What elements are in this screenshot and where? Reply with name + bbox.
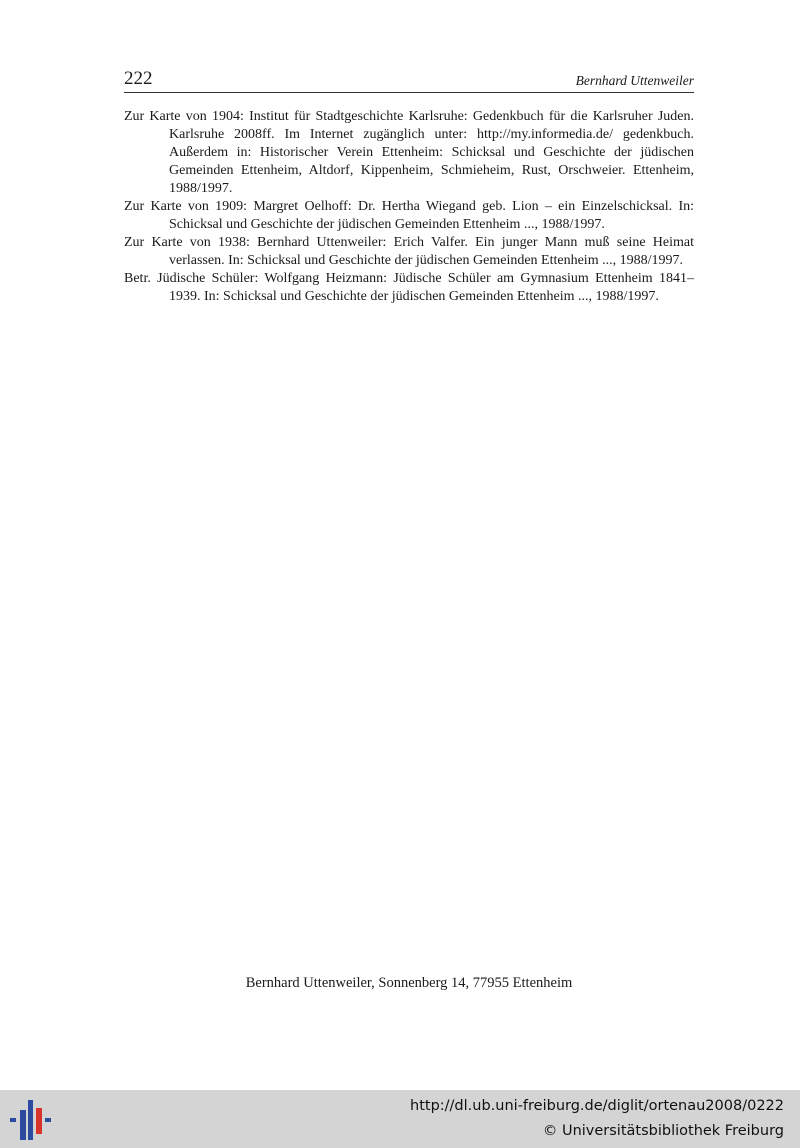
reference-entry: Betr. Jüdische Schüler: Wolfgang Heizmann: Jüdische Schüler am Gymnasium Ettenheim 1841–1939. In: Schicksal und Geschichte der jüdischen Gemeinden Ettenheim ..., 1988/1997. [124,271,694,304]
footer-permalink[interactable]: http://dl.ub.uni-freiburg.de/diglit/ortenau2008/0222 [410,1098,784,1114]
footer-bar [0,1090,800,1148]
ub-freiburg-logo-icon [8,1098,52,1142]
reference-entry: Zur Karte von 1904: Institut für Stadtgeschichte Karlsruhe: Gedenkbuch für die Karlsruher Juden. Karlsruhe 2008ff. Im Internet zugänglich unter: http://my.informedia.de/ gedenkbuch. Außerdem in: Historischer Verein Ettenheim: Schicksal und Geschichte der jüdischen Gemeinden Ettenheim, Altdorf, Kippenheim, Schmieheim, Rust, Orschweier. Ettenheim, 1988/1997. [124,109,694,196]
reference-entry: Zur Karte von 1909: Margret Oelhoff: Dr. Hertha Wiegand geb. Lion – ein Einzelschicksal. In: Schicksal und Geschichte der jüdischen Gemeinden Ettenheim ..., 1988/1997. [124,199,694,232]
running-head [124,66,694,93]
footer-copyright: © Universitätsbibliothek Freiburg [542,1123,784,1139]
author-address: Bernhard Uttenweiler, Sonnenberg 14, 77955 Ettenheim [245,975,573,991]
page-number: 222 [124,68,153,89]
running-head-author: Bernhard Uttenweiler [575,73,694,88]
reference-entry: Zur Karte von 1938: Bernhard Uttenweiler: Erich Valfer. Ein junger Mann muß seine Heimat verlassen. In: Schicksal und Geschichte der jüdischen Gemeinden Ettenheim ..., 1988/1997. [124,235,694,268]
reference-list [124,108,694,306]
